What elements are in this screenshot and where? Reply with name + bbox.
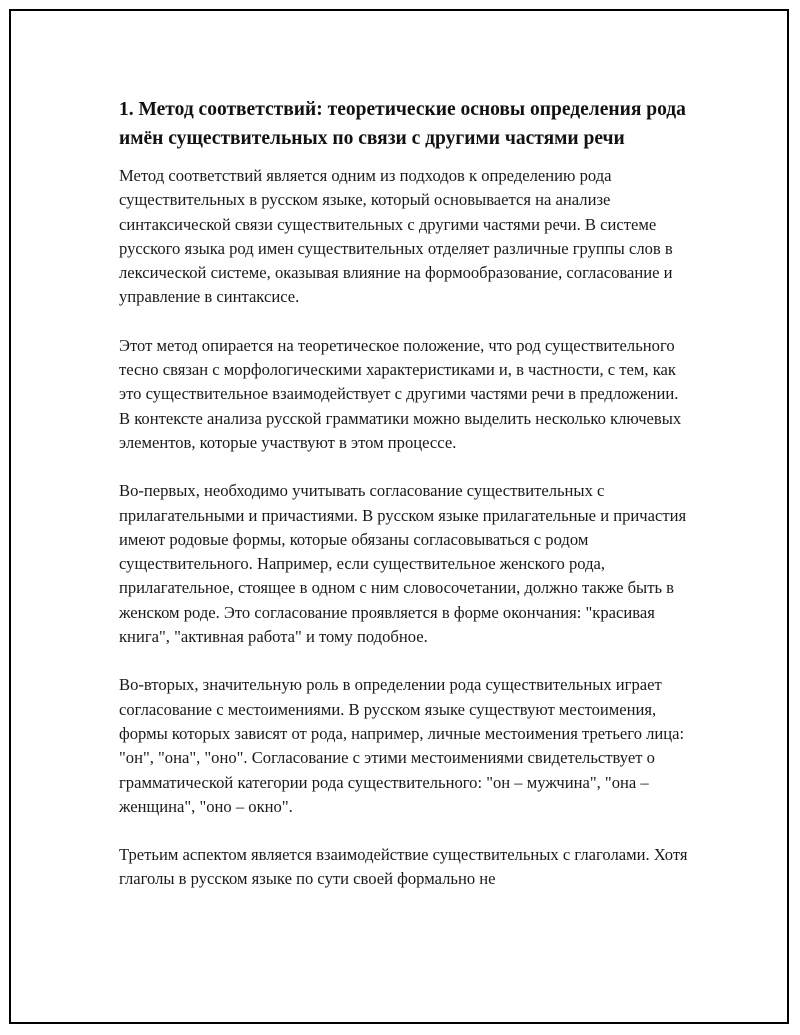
paragraph-theory: Этот метод опирается на теоретическое положение, что род существительного тесно связан с морфологическими характеристиками и, в частности, с тем, как это существительное взаимодействует с другими частями речи в предложении. В контексте анализа русской грамматики можно выделить несколько ключевых элементов, которые участвуют в этом процессе. (119, 335, 682, 452)
section-heading: 1. Метод соответствий: теоретические основы определения рода имён существительных по связи с другими частями речи (119, 99, 686, 149)
paragraph-intro: Метод соответствий является одним из подходов к определению рода существительных в русском языке, который основывается на анализе синтаксической связи существительных с другими частями речи. В системе русского языка род имен существительных отделяет различные группы слов в лексической системе, оказывая влияние на формообразование, согласование и управление в синтаксисе. (119, 166, 673, 307)
paragraph-pronouns: Во-вторых, значительную роль в определении рода существительных играет согласование с местоимениями. В русском языке существуют местоимения, формы которых зависят от рода, например, личные местоимения третьего лица: "он", "она", "оно". Согласование с этими местоимениями свидетельствует о грамматической категории рода существительного: "он – мужчина", "она – женщина", "оно – окно". (119, 675, 685, 816)
document-body (119, 95, 693, 916)
paragraph-verbs: Третьим аспектом является взаимодействие существительных с глаголами. Хотя глаголы в русском языке по сути своей формально не (119, 845, 688, 889)
paragraph-adjectives: Во-первых, необходимо учитывать согласование существительных с прилагательными и причастиями. В русском языке прилагательные и причастия имеют родовые формы, которые обязаны согласовываться с родом существительного. Например, если существительное женского рода, прилагательное, стоящее в одном с ним словосочетании, должно также быть в женском роде. Это согласование проявляется в форме окончания: "красивая книга", "активная работа" и тому подобное. (119, 481, 687, 647)
document-page (9, 9, 789, 1024)
